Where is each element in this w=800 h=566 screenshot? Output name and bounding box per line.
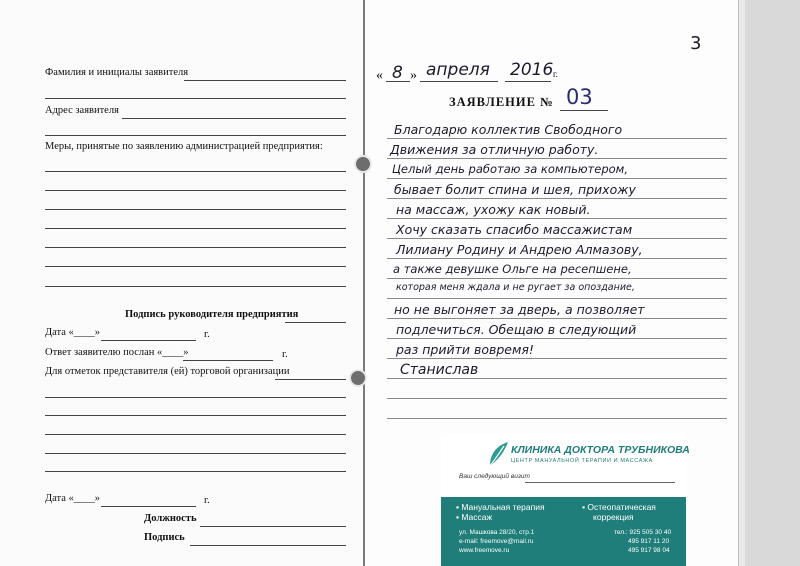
signature-line [190,545,346,546]
clinic-phone-1: тел.: 925 505 30 40 [614,529,672,536]
blank-line [45,98,346,99]
text-line [387,398,727,399]
manager-signature-line [285,322,346,323]
handwritten-line: Благодарю коллектив Свободного [394,122,623,137]
applicant-name-label: Фамилия и инициалы заявителя [45,67,189,78]
leaf-logo-icon [486,440,510,468]
applicant-address-label: Адрес заявителя [45,105,119,116]
text-line [387,418,727,419]
text-line [387,338,727,339]
service-1-label: Мануальная терапия [461,502,545,512]
text-line [387,298,727,299]
blank-line [45,171,346,172]
clinic-subtitle: ЦЕНТР МАНУАЛЬНОЙ ТЕРАПИИ И МАССАЖА [511,458,653,464]
year-suffix-2: г. [282,349,288,360]
date-label-2: Дата «____» [45,493,101,504]
clinic-email: e-mail: freemove@mail.ru [459,538,534,545]
blank-line [45,397,346,398]
clinic-phone-2: 495 917 11 20 [628,538,670,545]
clinic-phone-3: 495 917 98 04 [628,547,670,554]
handwritten-line: раз прийти вовремя! [396,342,534,357]
service-3-label: Остеопатическая [587,502,656,512]
date-day: 8 [392,63,403,83]
text-line [387,278,727,279]
date-month: апреля [426,60,490,80]
date-close-quote: » [410,68,417,83]
blank-line [45,228,346,229]
text-line [387,138,727,139]
blank-line [45,471,346,472]
measures-label: Меры, принятые по заявлению администрацией предприятия: [45,141,323,152]
handwritten-line: на массаж, ухожу как новый. [396,202,591,217]
handwritten-line: Движения за отличную работу. [390,142,599,157]
page-edge [738,0,745,566]
text-line [387,198,727,199]
text-line [387,218,727,219]
text-line [387,158,727,159]
clinic-address: ул. Машкова 28/20, стр.1 [459,529,535,536]
binding-hole-top [354,155,372,173]
signature: Станислав [400,362,479,378]
clinic-name: КЛИНИКА ДОКТОРА ТРУБНИКОВА [511,444,690,456]
year-suffix-3: г. [204,495,210,506]
text-line [387,258,727,259]
manager-signature-label: Подпись руководителя предприятия [125,309,299,320]
left-page [0,0,363,566]
blank-line [45,286,346,287]
position-label: Должность [144,513,197,524]
answer-sent-label: Ответ заявителю послан «____» [45,347,189,358]
answer-sent-line [183,360,273,361]
blank-line [45,247,346,248]
trade-org-label: Для отметок представителя (ей) торговой организации [45,366,290,377]
text-line [387,358,727,359]
blank-line [45,209,346,210]
number-line [560,110,608,111]
statement-number: 03 [566,85,593,109]
blank-line [45,415,346,416]
trade-org-line [275,379,346,380]
signature-label: Подпись [144,532,185,543]
service-3-line-2: коррекция [593,512,634,522]
date-open-quote: « [376,68,383,83]
text-line [387,318,727,319]
blank-line [45,453,346,454]
handwritten-line: а также девушке Ольге на ресепшене, [393,262,632,276]
year-line [505,81,551,82]
date-line-2 [101,506,196,507]
page-number: 3 [690,33,702,54]
handwritten-line: подлечиться. Обещаю в следующий [396,322,637,337]
next-visit-label: Ваш следующий визит [459,473,530,480]
date-year: 2016 [510,60,554,80]
blank-line [45,190,346,191]
service-2-label: Массаж [461,512,493,522]
handwritten-line: которая меня ждала и не ругает за опоздание, [396,282,635,293]
text-line [387,238,727,239]
handwritten-line: бывает болит спина и шея, прихожу [394,182,636,197]
blank-line [45,135,346,136]
text-line [387,178,727,179]
binding-hole-bottom [349,369,367,387]
handwritten-line: но не выгоняет за дверь, а позволяет [394,302,645,317]
applicant-name-line [184,80,346,81]
clinic-website: www.freemove.ru [459,547,510,554]
service-3: ▪ Остеопатическая [582,502,656,512]
date-year-suffix: г. [553,69,558,79]
day-line [386,81,410,82]
date-label-1: Дата «____» [45,327,101,338]
handwritten-line: Лилиану Родину и Андрею Алмазову, [396,242,643,257]
year-suffix-1: г. [204,329,210,340]
handwritten-line: Целый день работаю за компьютером, [392,162,628,176]
next-visit-line [525,482,675,483]
service-2: ▪ Массаж [456,512,493,522]
month-line [420,81,498,82]
text-line [387,378,727,379]
blank-line [45,434,346,435]
handwritten-line: Хочу сказать спасибо массажистам [396,222,633,237]
date-line-1 [101,340,196,341]
service-1: ▪ Мануальная терапия [456,502,545,512]
position-line [200,526,346,527]
statement-title: ЗАЯВЛЕНИЕ № [449,95,554,109]
blank-line [45,266,346,267]
applicant-address-line [122,118,346,119]
